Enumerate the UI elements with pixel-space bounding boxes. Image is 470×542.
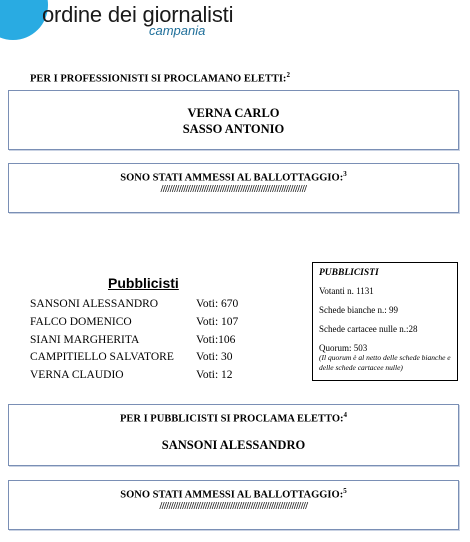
stats-nulle: Schede cartacee nulle n.:28: [319, 324, 418, 334]
candidate-votes: Voti: 30: [196, 351, 233, 363]
stats-votanti: Votanti n. 1131: [319, 286, 374, 296]
professionisti-ballot-box: [8, 163, 459, 213]
heading-text: PER I PUBBLICISTI SI PROCLAMA ELETTO:: [119, 413, 344, 425]
pubblicisti-stats-box: [312, 262, 458, 381]
pubblicisti-title: Pubblicisti: [108, 275, 179, 291]
professionisti-ballot-heading: [9, 170, 458, 184]
heading-text: PER I PROFESSIONISTI SI PROCLAMANO ELETTI:: [30, 73, 287, 85]
ballot-placeholder: /////////////////////////////////////////////////////////////////: [159, 500, 308, 512]
professionisti-elected-heading: [30, 71, 290, 85]
candidate-name: VERNA CLAUDIO: [30, 369, 124, 381]
ballot-placeholder: ////////////////////////////////////////////////////////////////: [160, 183, 307, 195]
candidate-votes: Voti: 107: [196, 316, 239, 328]
candidate-name: SANSONI ALESSANDRO: [30, 298, 159, 310]
pubblicisti-elected-box: [8, 404, 459, 466]
candidate-name: FALCO DOMENICO: [30, 316, 132, 328]
elected-name: SANSONI ALESSANDRO: [161, 437, 306, 452]
heading-text: SONO STATI AMMESSI AL BALLOTTAGGIO:: [120, 489, 344, 501]
stats-note: (Il quorum è al netto delle schede bianche e delle schede cartacee nulle): [319, 353, 451, 372]
pubblicisti-ballot-heading: [9, 487, 458, 501]
logo-subtitle: campania: [149, 23, 206, 38]
logo-title: ordine dei giornalisti: [42, 2, 234, 27]
candidate-votes: Voti: 12: [196, 369, 233, 381]
stats-quorum: Quorum: 503: [319, 343, 368, 353]
pubblicisti-elected-heading: [9, 411, 458, 425]
footnote-marker: 5: [343, 487, 347, 495]
elected-name: VERNA CARLO: [187, 106, 280, 120]
footnote-marker: 4: [343, 411, 348, 419]
elected-name: SASSO ANTONIO: [182, 122, 285, 136]
stats-title: PUBBLICISTI: [319, 268, 379, 278]
pubblicisti-ballot-box: [8, 480, 459, 530]
candidate-name: SIANI MARGHERITA: [30, 334, 140, 346]
candidate-votes: Voti:106: [196, 334, 236, 346]
professionisti-elected-box: [8, 90, 459, 150]
footnote-marker: 3: [343, 170, 347, 178]
heading-text: SONO STATI AMMESSI AL BALLOTTAGGIO:: [120, 172, 344, 184]
footnote-marker: 2: [286, 71, 290, 79]
stats-bianche: Schede bianche n.: 99: [319, 305, 398, 315]
candidate-votes: Voti: 670: [196, 298, 239, 310]
candidate-name: CAMPITIELLO SALVATORE: [30, 351, 174, 363]
logo-circle: [0, 0, 48, 40]
